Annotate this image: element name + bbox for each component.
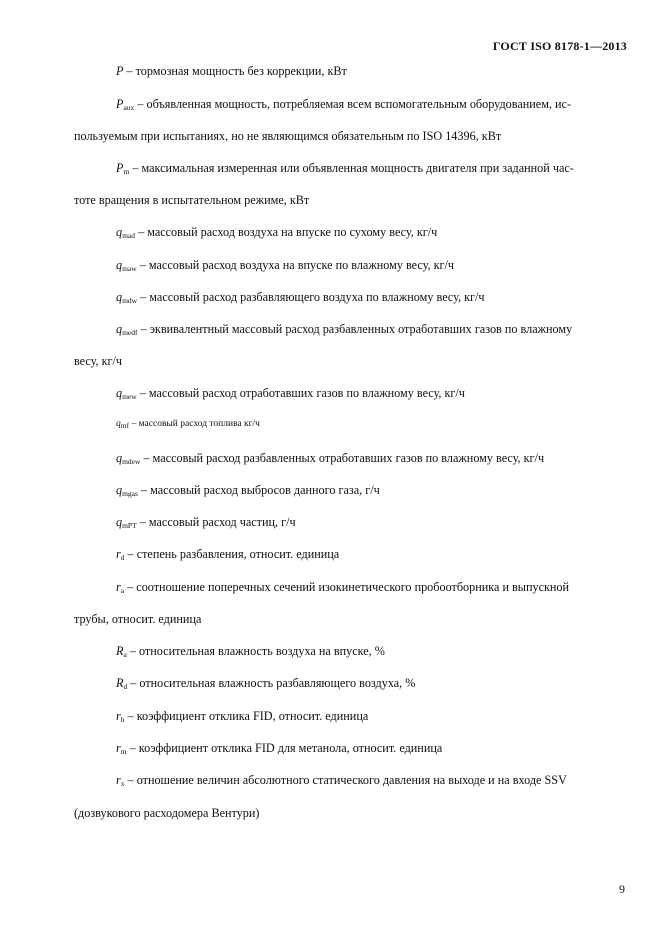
- symbol-subscript: aux: [123, 103, 135, 112]
- symbol-subscript: mdew: [122, 457, 141, 466]
- symbol: q: [116, 322, 123, 336]
- symbol-subscript: mew: [122, 392, 137, 401]
- definition-text: – массовый расход разбавленных отработавших газов по влажному весу, кг/ч: [140, 451, 545, 465]
- definition-text: – относительная влажность воздуха на впуске, %: [126, 644, 385, 658]
- definition-line: [116, 547, 339, 562]
- definition-continuation: тоте вращения в испытательном режиме, кВт: [74, 193, 310, 207]
- symbol-subscript: m: [123, 167, 130, 176]
- definition-line: [116, 258, 454, 273]
- symbol: r: [116, 741, 121, 755]
- definition-line: [116, 97, 571, 112]
- symbol-subscript: a: [120, 586, 125, 595]
- definition-line: [116, 644, 385, 659]
- symbol-subscript: mdw: [122, 296, 138, 305]
- definition-text: – массовый расход воздуха на впуске по влажному весу, кг/ч: [136, 258, 455, 272]
- symbol: P: [116, 64, 124, 78]
- definition-text: – коэффициент отклика FID для метанола, относит. единица: [126, 741, 443, 755]
- definition-continuation: весу, кг/ч: [74, 354, 123, 368]
- symbol-subscript: m: [120, 747, 127, 756]
- definition-text: – объявленная мощность, потребляемая всем вспомогательным оборудованием, ис-: [134, 97, 572, 111]
- definition-line: [116, 709, 368, 724]
- definition-text: – соотношение поперечных сечений изокинетического пробоотборника и выпускной: [124, 580, 570, 594]
- definition-text: – относительная влажность разбавляющего воздуха, %: [127, 676, 416, 690]
- definition-line: [116, 580, 569, 595]
- definition-line: [116, 419, 260, 430]
- symbol: q: [116, 483, 123, 497]
- symbol: q: [116, 258, 123, 272]
- page-number: 9: [619, 882, 625, 896]
- symbol-subscript: medf: [122, 328, 138, 337]
- definition-text: – максимальная измеренная или объявленная мощность двигателя при заданной час-: [129, 161, 574, 175]
- symbol-subscript: mgas: [122, 489, 138, 498]
- symbol: q: [116, 290, 123, 304]
- symbol: r: [116, 547, 121, 561]
- symbol: P: [116, 97, 124, 111]
- symbol: r: [116, 709, 121, 723]
- definition-line: [116, 290, 485, 305]
- definition-text: – массовый расход отработавших газов по влажному весу, кг/ч: [136, 386, 465, 400]
- symbol-subscript: maw: [122, 264, 137, 273]
- definition-text: – массовый расход воздуха на впуске по сухому весу, кг/ч: [135, 225, 438, 239]
- definition-continuation: пользуемым при испытаниях, но не являющимся обязательным по ISO 14396, кВт: [74, 129, 502, 143]
- symbol-subscript: d: [123, 682, 128, 691]
- symbol: P: [116, 161, 124, 175]
- definition-line: [116, 64, 347, 79]
- symbol-subscript: mf: [120, 421, 130, 430]
- definition-line: [116, 322, 572, 337]
- definition-text: – отношение величин абсолютного статического давления на выходе и на входе SSV: [124, 773, 567, 787]
- definition-line: [116, 225, 437, 240]
- definition-line: [116, 386, 465, 401]
- definition-text: – массовый расход выбросов данного газа, г/ч: [137, 483, 380, 497]
- definition-line: [116, 741, 442, 756]
- symbol: q: [116, 451, 123, 465]
- symbol-subscript: x: [120, 779, 125, 788]
- definition-continuation: (дозвукового расходомера Вентури): [74, 806, 260, 820]
- symbol: q: [116, 386, 123, 400]
- symbol: q: [116, 419, 121, 429]
- definition-text: – коэффициент отклика FID, относит. единица: [124, 709, 369, 723]
- symbol-subscript: d: [120, 553, 125, 562]
- definition-line: [116, 483, 380, 498]
- definition-text: – степень разбавления, относит. единица: [124, 547, 340, 561]
- symbol-subscript: mad: [122, 231, 136, 240]
- symbol: R: [116, 676, 124, 690]
- definition-text: – массовый расход разбавляющего воздуха по влажному весу, кг/ч: [137, 290, 485, 304]
- definition-line: [116, 515, 296, 530]
- definition-line: [116, 676, 415, 691]
- symbol-subscript: a: [123, 650, 127, 659]
- symbol: r: [116, 773, 121, 787]
- symbol: r: [116, 580, 121, 594]
- definition-text: – массовый расход частиц, г/ч: [136, 515, 296, 529]
- symbol-subscript: h: [120, 715, 125, 724]
- symbol: R: [116, 644, 124, 658]
- definition-line: [116, 451, 544, 466]
- definition-text: – эквивалентный массовый расход разбавленных отработавших газов по влажному: [137, 322, 573, 336]
- document-header: ГОСТ ISO 8178-1—2013: [492, 39, 627, 53]
- definition-text: – массовый расход топлива кг/ч: [129, 419, 260, 429]
- symbol-subscript: mPT: [122, 521, 137, 530]
- definition-text: – тормозная мощность без коррекции, кВт: [123, 64, 347, 78]
- definition-continuation: трубы, относит. единица: [74, 612, 202, 626]
- definition-line: [116, 161, 574, 176]
- definition-line: [116, 773, 567, 788]
- symbol: q: [116, 225, 123, 239]
- symbol: q: [116, 515, 123, 529]
